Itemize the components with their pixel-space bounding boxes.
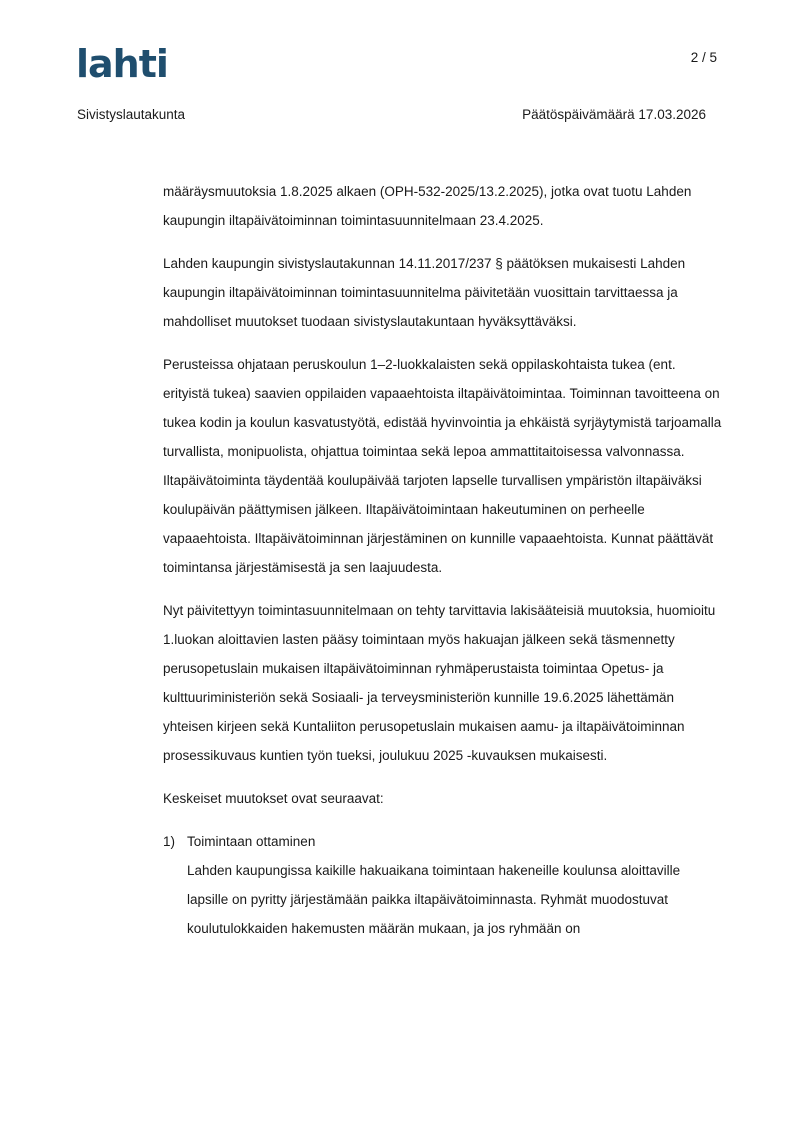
paragraph: Lahden kaupungin sivistyslautakunnan 14.11.2017/237 § päätöksen mukaisesti Lahden kaupungin iltapäivätoiminnan toimintasuunnitelma päivitetään vuosittain tarvittaessa ja mahdolliset muutokset tuodaan sivistyslautakuntaan hyväksyttäväksi.: [163, 256, 686, 329]
page-number: 2 / 5: [690, 50, 717, 65]
department-name: Sivistyslautakunta: [77, 107, 186, 122]
list-item-number: 1): [163, 834, 176, 849]
paragraph: Nyt päivitettyyn toimintasuunnitelmaan on tehty tarvittavia lakisääteisiä muutoksia, huomioitu 1.luokan aloittavien lasten pääsy toimintaan myös hakuajan jälkeen sekä täsmennetty perusopetuslain mukaisen iltapäivätoiminnan ryhmäperustaista toimintaa Opetus- ja kulttuuriministeriön sekä Sosiaali- ja terveysministeriön kunnille 19.6.2025 lähettämän yhteisen kirjeen sekä Kuntaliiton perusopetuslain mukaisen aamu- ja iltapäivätoiminnan prosessikuvaus kuntien työn tueksi, joulukuu 2025 -kuvauksen mukaisesti.: [163, 603, 716, 763]
lahti-logo: lahti: [76, 42, 168, 86]
decision-date: Päätöspäivämäärä 17.03.2026: [522, 107, 706, 122]
list-item-title: Toimintaan ottaminen: [187, 834, 316, 849]
list-item: [163, 827, 725, 943]
list-item-body: [187, 827, 725, 943]
paragraph: Keskeiset muutokset ovat seuraavat:: [163, 791, 384, 806]
paragraph: määräysmuutoksia 1.8.2025 alkaen (OPH-532-2025/13.2.2025), jotka ovat tuotu Lahden kaupungin iltapäivätoiminnan toimintasuunnitelmaan 23.4.2025.: [163, 184, 692, 228]
document-body: [163, 177, 725, 943]
paragraph: Perusteissa ohjataan peruskoulun 1–2-luokkalaisten sekä oppilaskohtaista tukea (ent. erityistä tukea) saavien oppilaiden vapaaehtoista iltapäivätoimintaa. Toiminnan tavoitteena on tukea kodin ja koulun kasvatustyötä, edistää hyvinvointia ja ehkäistä syrjäytymistä tarjoamalla turvallista, monipuolista, ohjattua toimintaa sekä lepoa ammattitaitoisessa valvonnassa. Iltapäivätoiminta täydentää koulupäivää tarjoten lapselle turvallisen ympäristön iltapäiväksi koulupäivän päättymisen jälkeen. Iltapäivätoimintaan hakeutuminen on perheelle vapaaehtoista. Iltapäivätoiminnan järjestäminen on kunnille vapaaehtoista. Kunnat päättävät toimintansa järjestämisestä ja sen laajuudesta.: [163, 357, 722, 575]
list-item-text: Lahden kaupungissa kaikille hakuaikana toimintaan hakeneille koulunsa aloittaville lapsille on pyritty järjestämään paikka iltapäivätoiminnasta. Ryhmät muodostuvat koulutulokkaiden hakemusten määrän mukaan, ja jos ryhmään on: [187, 863, 681, 936]
